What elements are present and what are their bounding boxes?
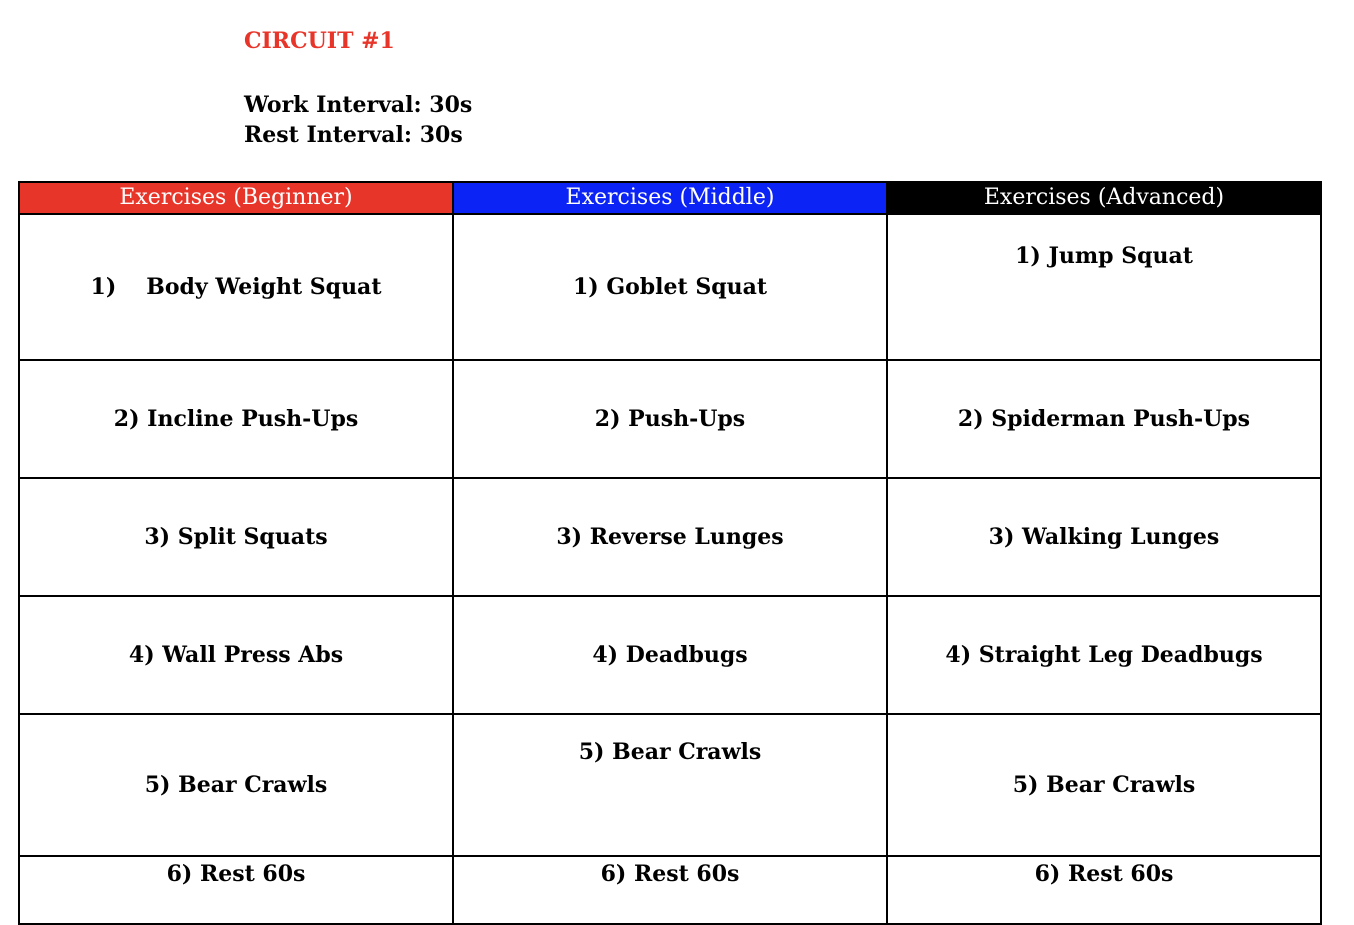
cell-text: 3) Walking Lunges [988, 524, 1220, 550]
cell-text: 4) Wall Press Abs [128, 642, 344, 668]
cell-text: 5) Bear Crawls [144, 772, 328, 798]
cell-beginner [19, 856, 453, 924]
cell-advanced [887, 360, 1321, 478]
cell-text: 5) Bear Crawls [578, 739, 762, 765]
cell-text: 2) Incline Push-Ups [113, 406, 359, 432]
cell-middle [453, 856, 887, 924]
table-row [19, 360, 1321, 478]
cell-advanced [887, 714, 1321, 856]
rest-interval: Rest Interval: 30s [244, 122, 463, 148]
table-row [19, 596, 1321, 714]
table-row [19, 714, 1321, 856]
cell-middle [453, 596, 887, 714]
cell-text: 1) Jump Squat [1015, 243, 1193, 269]
cell-text: 2) Push-Ups [594, 406, 746, 432]
cell-beginner [19, 478, 453, 596]
work-interval: Work Interval: 30s [244, 92, 473, 118]
cell-text: 3) Split Squats [144, 524, 328, 550]
cell-beginner [19, 714, 453, 856]
exercise-table [18, 181, 1322, 925]
cell-middle [453, 214, 887, 360]
cell-text: 6) Rest 60s [600, 861, 740, 887]
cell-middle [453, 360, 887, 478]
cell-text: 5) Bear Crawls [1012, 772, 1196, 798]
cell-beginner [19, 360, 453, 478]
column-header-advanced: Exercises (Advanced) [887, 182, 1321, 214]
cell-text: 6) Rest 60s [1034, 861, 1174, 887]
table-row [19, 856, 1321, 924]
cell-text: Body Weight Squat [146, 274, 382, 300]
cell-number: 1) [90, 274, 117, 300]
cell-beginner [19, 214, 453, 360]
cell-beginner [19, 596, 453, 714]
cell-text: 2) Spiderman Push-Ups [957, 406, 1251, 432]
cell-text: 4) Deadbugs [592, 642, 748, 668]
cell-middle [453, 714, 887, 856]
column-header-beginner: Exercises (Beginner) [19, 182, 453, 214]
table-row [19, 214, 1321, 360]
table-header-row [19, 182, 1321, 214]
cell-text: 6) Rest 60s [166, 861, 306, 887]
cell-advanced [887, 214, 1321, 360]
column-header-middle: Exercises (Middle) [453, 182, 887, 214]
cell-text: 1) Goblet Squat [572, 274, 768, 300]
cell-advanced [887, 856, 1321, 924]
cell-advanced [887, 596, 1321, 714]
cell-middle [453, 478, 887, 596]
cell-advanced [887, 478, 1321, 596]
cell-text: 4) Straight Leg Deadbugs [945, 642, 1263, 668]
cell-text: 3) Reverse Lunges [556, 524, 784, 550]
table-row [19, 478, 1321, 596]
circuit-title: CIRCUIT #1 [244, 28, 395, 54]
